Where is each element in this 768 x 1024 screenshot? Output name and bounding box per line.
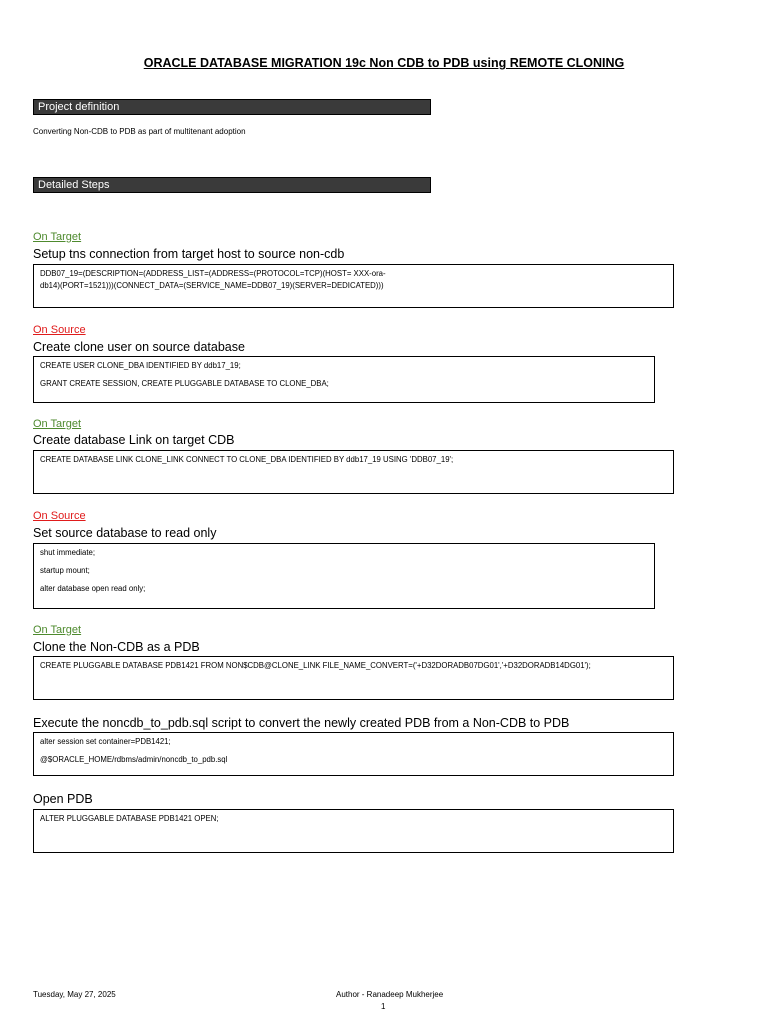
step-3-code-box — [33, 450, 674, 494]
footer-date: Tuesday, May 27, 2025 — [33, 990, 116, 999]
step-3-heading: Create database Link on target CDB — [33, 433, 235, 447]
step-7-heading: Open PDB — [33, 792, 93, 806]
code-line: shut immediate; — [40, 548, 96, 557]
step-4-tag: On Source — [33, 510, 86, 522]
code-line: CREATE PLUGGABLE DATABASE PDB1421 FROM NON$CDB@CLONE_LINK FILE_NAME_CONVERT=('+D32DORADB07DG01','+D32DORADB14DG01'); — [40, 661, 591, 670]
section-bar-detailed-steps: Detailed Steps — [33, 177, 431, 193]
code-line: alter database open read only; — [40, 584, 146, 593]
step-2-code-box — [33, 356, 655, 403]
step-1-tag: On Target — [33, 231, 82, 243]
code-line: @$ORACLE_HOME/rdbms/admin/noncdb_to_pdb.sql — [40, 755, 228, 764]
code-line: ALTER PLUGGABLE DATABASE PDB1421 OPEN; — [40, 814, 219, 823]
step-5-code-box — [33, 656, 674, 700]
code-line: CREATE USER CLONE_DBA IDENTIFIED BY ddb17_19; — [40, 361, 241, 370]
step-7-code-box — [33, 809, 674, 853]
intro-text: Converting Non-CDB to PDB as part of multitenant adoption — [33, 127, 246, 136]
step-4-heading: Set source database to read only — [33, 526, 217, 540]
code-line: GRANT CREATE SESSION, CREATE PLUGGABLE DATABASE TO CLONE_DBA; — [40, 379, 329, 388]
step-1-code-box — [33, 264, 674, 308]
code-line: CREATE DATABASE LINK CLONE_LINK CONNECT TO CLONE_DBA IDENTIFIED BY ddb17_19 USING 'DDB07_19'; — [40, 455, 454, 464]
step-4-code-box — [33, 543, 655, 609]
page-number: 1 — [381, 1002, 386, 1011]
code-line: DDB07_19=(DESCRIPTION=(ADDRESS_LIST=(ADDRESS=(PROTOCOL=TCP)(HOST= XXX-ora- db14)(PORT=1521)))(CONNECT_DATA=(SERVICE_NAME=DDB07_19)(SERVER=DEDICATED))) — [40, 269, 386, 290]
step-3-tag: On Target — [33, 418, 82, 430]
step-2-tag: On Source — [33, 324, 86, 336]
step-5-tag: On Target — [33, 624, 82, 636]
step-5-heading: Clone the Non-CDB as a PDB — [33, 640, 200, 654]
footer-author: Author - Ranadeep Mukherjee — [336, 990, 444, 999]
code-line: startup mount; — [40, 566, 90, 575]
document-title: ORACLE DATABASE MIGRATION 19c Non CDB to PDB using REMOTE CLONING — [143, 56, 625, 70]
step-6-code-box — [33, 732, 674, 776]
section-bar-project-definition: Project definition — [33, 99, 431, 115]
code-line: alter session set container=PDB1421; — [40, 737, 171, 746]
step-1-heading: Setup tns connection from target host to source non-cdb — [33, 247, 345, 261]
step-6-heading: Execute the noncdb_to_pdb.sql script to convert the newly created PDB from a Non-CDB to PDB — [33, 716, 570, 730]
step-2-heading: Create clone user on source database — [33, 340, 245, 354]
